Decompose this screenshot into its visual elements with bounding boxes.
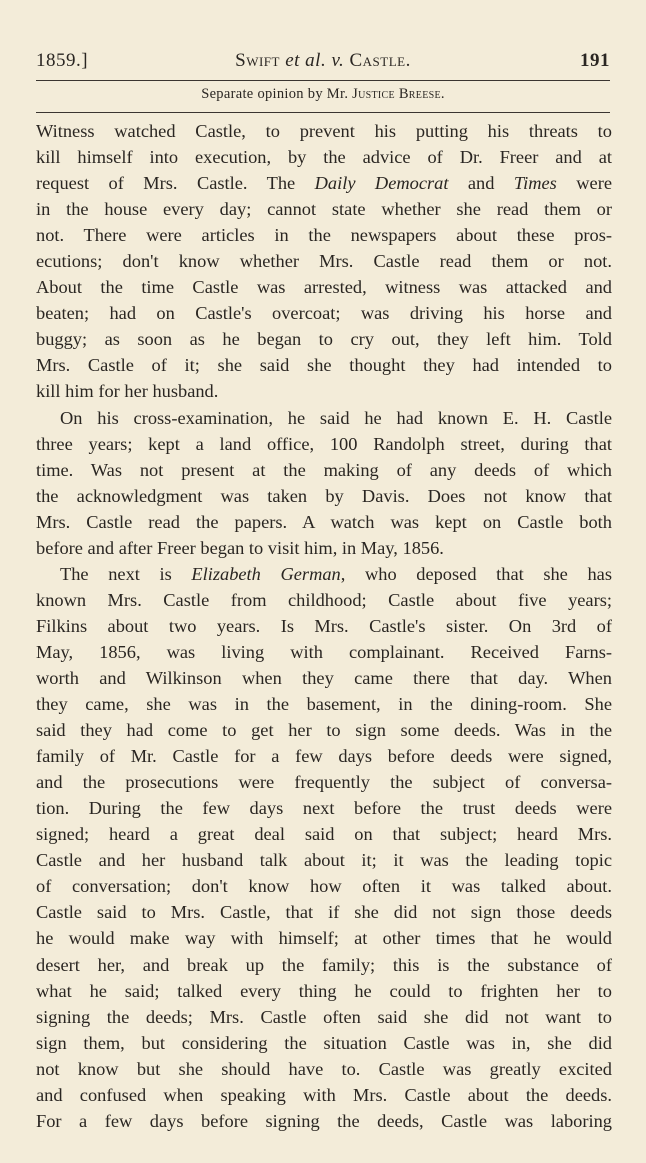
text-line: family of Mr. Castle for a few days before deeds were signed, xyxy=(36,746,612,767)
text-line: before and after Freer began to visit him, in May, 1856. xyxy=(36,537,444,558)
text-line: On his cross-examination, he said he had known E. H. Castle xyxy=(60,407,612,428)
text-line: ecutions; don't know whether Mrs. Castle read them or not. xyxy=(36,251,612,272)
text-line: not know but she should have to. Castle was greatly excited xyxy=(36,1058,612,1079)
text-line: kill him for her husband. xyxy=(36,381,219,402)
text-line: and confused when speaking with Mrs. Castle about the deeds. xyxy=(36,1084,612,1105)
italic-text: Elizabeth German xyxy=(191,563,341,584)
text-line xyxy=(36,561,612,587)
text-line: they came, she was in the basement, in the dining-room. She xyxy=(36,694,612,715)
text-line: Castle said to Mrs. Castle, that if she did not sign those deeds xyxy=(36,902,612,923)
subheading: Separate opinion by Mr. Justice Breese. xyxy=(201,86,445,102)
text-line: Witness watched Castle, to prevent his putting his threats to xyxy=(36,121,612,141)
text-line: of conversation; don't know how often it was talked about. xyxy=(36,876,612,897)
text-line: he would make way with himself; at other times that he would xyxy=(36,928,612,949)
text-line: beaten; had on Castle's overcoat; was driving his horse and xyxy=(36,303,612,324)
text-line: sign them, but considering the situation Castle was in, she did xyxy=(36,1032,612,1053)
text-line: in the house every day; cannot state whether she read them or xyxy=(36,199,612,220)
text-line: signing the deeds; Mrs. Castle often said she did not want to xyxy=(36,1006,612,1027)
text-line: time. Was not present at the making of any deeds of which xyxy=(36,459,612,480)
text-line: Mrs. Castle of it; she said she thought they had intended to xyxy=(36,355,612,376)
text-line xyxy=(36,170,612,196)
text-run: The next is xyxy=(60,563,192,584)
header-year: 1859.] xyxy=(36,50,89,71)
italic-text: Daily Democrat xyxy=(314,173,449,194)
header-rule xyxy=(36,80,610,81)
header-title: Swift et al. v. Castle. xyxy=(235,50,411,71)
text-line: said they had come to get her to sign some deeds. Was in the xyxy=(36,720,612,741)
text-line: the acknowledgment was taken by Davis. Does not know that xyxy=(36,485,612,506)
page-number: 191 xyxy=(580,50,610,71)
text-run: were xyxy=(556,173,612,194)
text-line: About the time Castle was arrested, witness was attacked and xyxy=(36,277,612,298)
running-header xyxy=(36,50,610,78)
text-line: what he said; talked every thing he could to frighten her to xyxy=(36,980,612,1001)
text-line: known Mrs. Castle from childhood; Castle about five years; xyxy=(36,589,612,610)
text-line: Filkins about two years. Is Mrs. Castle's sister. On 3rd of xyxy=(36,615,612,636)
text-line: Castle and her husband talk about it; it was the leading topic xyxy=(36,850,612,871)
text-line: three years; kept a land office, 100 Randolph street, during that xyxy=(36,433,612,454)
body-text xyxy=(36,118,612,1134)
text-line: For a few days before signing the deeds, Castle was laboring xyxy=(36,1110,612,1131)
text-line: signed; heard a great deal said on that subject; heard Mrs. xyxy=(36,824,612,845)
text-line: and the prosecutions were frequently the subject of conversa- xyxy=(36,772,612,793)
text-run: , who deposed that she has xyxy=(340,563,612,584)
text-line: kill himself into execution, by the advice of Dr. Freer and at xyxy=(36,147,612,168)
text-line: May, 1856, was living with complainant. Received Farns- xyxy=(36,641,612,662)
text-line: Mrs. Castle read the papers. A watch was kept on Castle both xyxy=(36,511,612,532)
text-line: tion. During the few days next before the trust deeds were xyxy=(36,798,612,819)
text-line: worth and Wilkinson when they came there that day. When xyxy=(36,667,612,688)
text-line: desert her, and break up the family; this is the substance of xyxy=(36,954,612,975)
text-line: not. There were articles in the newspapers about these pros- xyxy=(36,225,612,246)
text-run: request of Mrs. Castle. The xyxy=(36,173,315,194)
italic-text: Times xyxy=(513,173,557,194)
text-line: buggy; as soon as he began to cry out, they left him. Told xyxy=(36,329,612,350)
subheading-rule xyxy=(36,112,610,113)
text-run: and xyxy=(448,173,514,194)
